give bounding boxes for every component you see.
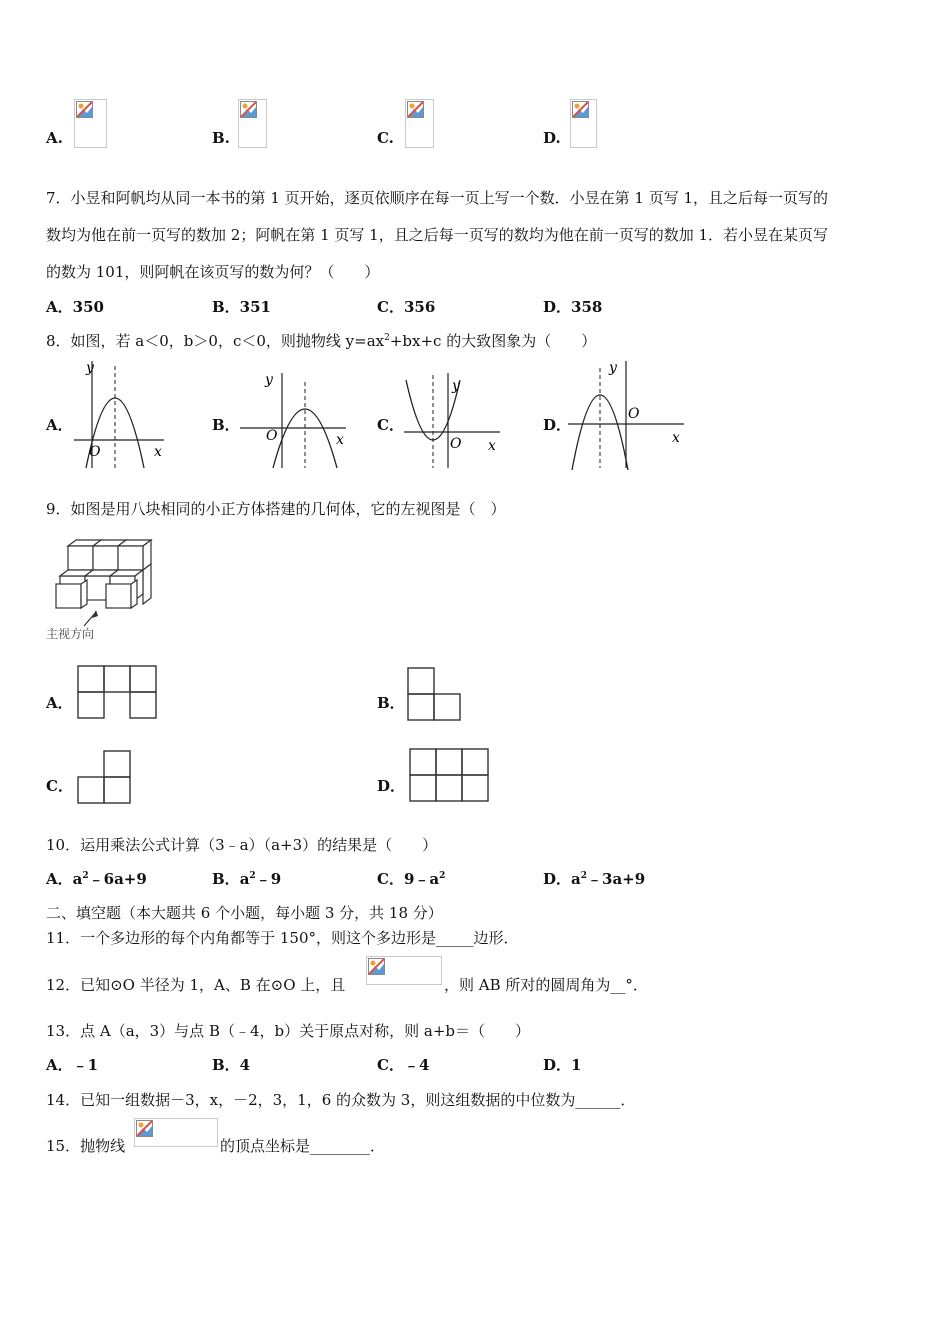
q12-after: ，则 AB 所对的圆周角为__°． bbox=[444, 976, 648, 994]
q7-stem-line2: 数均为他在前一页写的数加 2；阿帆在第 1 页写 1，且之后每一页写的数均为他在前一页写的数加 1．若小昱在某页写 bbox=[46, 226, 829, 244]
broken-image-icon bbox=[240, 101, 257, 118]
q7-option-d: D．358 bbox=[543, 298, 603, 316]
q8-option-b: B． bbox=[212, 416, 240, 434]
q8-graph-b bbox=[238, 370, 348, 470]
q9-view-direction-caption: 主视方向 bbox=[46, 627, 95, 641]
broken-image-icon bbox=[76, 101, 93, 118]
q9-view-b bbox=[406, 666, 464, 722]
y-axis-label: y bbox=[86, 360, 94, 376]
broken-image-icon bbox=[407, 101, 424, 118]
x-axis-label: x bbox=[336, 432, 344, 448]
x-axis-label: x bbox=[488, 438, 496, 454]
q12-before: 12．已知⊙O 半径为 1，A、B 在⊙O 上，且 bbox=[46, 976, 346, 994]
origin-label: O bbox=[266, 428, 278, 444]
q13-option-a: A．﹣1 bbox=[46, 1056, 99, 1074]
q9-option-d: D． bbox=[377, 777, 406, 795]
y-axis-label: y bbox=[609, 360, 617, 376]
y-axis-label: y bbox=[265, 372, 273, 388]
q6-option-c: C. bbox=[377, 129, 394, 147]
q6-option-c-image bbox=[405, 99, 434, 148]
q7-stem-line3: 的数为 101，则阿帆在该页写的数为何？（ ） bbox=[46, 263, 380, 281]
q8-option-c: C． bbox=[377, 416, 404, 434]
q13-option-c: C．﹣4 bbox=[377, 1056, 430, 1074]
origin-label: O bbox=[628, 406, 640, 422]
q15-before: 15．抛物线 bbox=[46, 1137, 126, 1155]
q10-option-c: C．$9﹣a^2$ bbox=[377, 870, 446, 888]
q7-option-b: B．351 bbox=[212, 298, 271, 316]
q6-option-d: D. bbox=[543, 129, 561, 147]
q11-text: 11．一个多边形的每个内角都等于 150°，则这个多边形是_____边形． bbox=[46, 929, 519, 947]
q7-option-a: A．350 bbox=[46, 298, 104, 316]
broken-image-icon bbox=[136, 1120, 153, 1137]
q12-formula-image bbox=[366, 956, 442, 985]
q9-option-c: C． bbox=[46, 777, 73, 795]
q9-option-b: B． bbox=[377, 694, 405, 712]
q6-option-a: A. bbox=[46, 129, 63, 147]
q7-stem-line1: 7．小昱和阿帆均从同一本书的第 1 页开始，逐页依顺序在每一页上写一个数．小昱在第 1 页写 1，且之后每一页写的 bbox=[46, 189, 829, 207]
y-axis-label: y bbox=[452, 378, 460, 394]
q10-stem: 10．运用乘法公式计算（3﹣a）（a+3）的结果是（ ） bbox=[46, 836, 438, 854]
q8-stem: 8．如图，若 a＜0，b＞0，c＜0，则抛物线 $y=ax^2+bx+c$ 的大致图象为（ ） bbox=[46, 332, 597, 350]
q9-view-d bbox=[408, 747, 490, 803]
q14-text: 14．已知一组数据－3，x，－2，3，1，6 的众数为 3，则这组数据的中位数为______． bbox=[46, 1091, 636, 1109]
q10-option-a: A．$a^2﹣6a+9$ bbox=[46, 870, 147, 888]
q15-formula-image bbox=[134, 1118, 218, 1147]
q9-view-c bbox=[76, 749, 134, 805]
q7-option-c: C．356 bbox=[377, 298, 436, 316]
q8-option-a: A． bbox=[46, 416, 73, 434]
q9-cube-figure bbox=[46, 538, 161, 643]
q10-option-d: D．$a^2﹣3a+9$ bbox=[543, 870, 646, 888]
q9-view-a bbox=[76, 664, 158, 720]
origin-label: O bbox=[89, 444, 101, 460]
x-axis-label: x bbox=[672, 430, 680, 446]
q6-option-b: B. bbox=[212, 129, 230, 147]
q8-option-d: D． bbox=[543, 416, 572, 434]
q10-option-b: B．$a^2﹣9$ bbox=[212, 870, 282, 888]
q8-graph-c bbox=[402, 370, 502, 470]
q9-stem: 9．如图是用八块相同的小正方体搭建的几何体，它的左视图是（ ） bbox=[46, 500, 506, 518]
q8-graph-d bbox=[566, 358, 686, 470]
broken-image-icon bbox=[368, 958, 385, 975]
x-axis-label: x bbox=[154, 444, 162, 460]
q6-option-b-image bbox=[238, 99, 267, 148]
q8-graph-a bbox=[72, 358, 167, 470]
origin-label: O bbox=[450, 436, 462, 452]
q13-option-d: D．1 bbox=[543, 1056, 582, 1074]
q6-option-d-image bbox=[570, 99, 597, 148]
q15-after: 的顶点坐标是________． bbox=[220, 1137, 386, 1155]
q6-option-a-image bbox=[74, 99, 107, 148]
q13-option-b: B．4 bbox=[212, 1056, 251, 1074]
broken-image-icon bbox=[572, 101, 589, 118]
q13-stem: 13．点 A（a，3）与点 B（﹣4，b）关于原点对称，则 a+b＝（ ） bbox=[46, 1022, 530, 1040]
section-title: 二、填空题（本大题共 6 个小题，每小题 3 分，共 18 分） bbox=[46, 904, 443, 922]
q9-option-a: A． bbox=[46, 694, 73, 712]
